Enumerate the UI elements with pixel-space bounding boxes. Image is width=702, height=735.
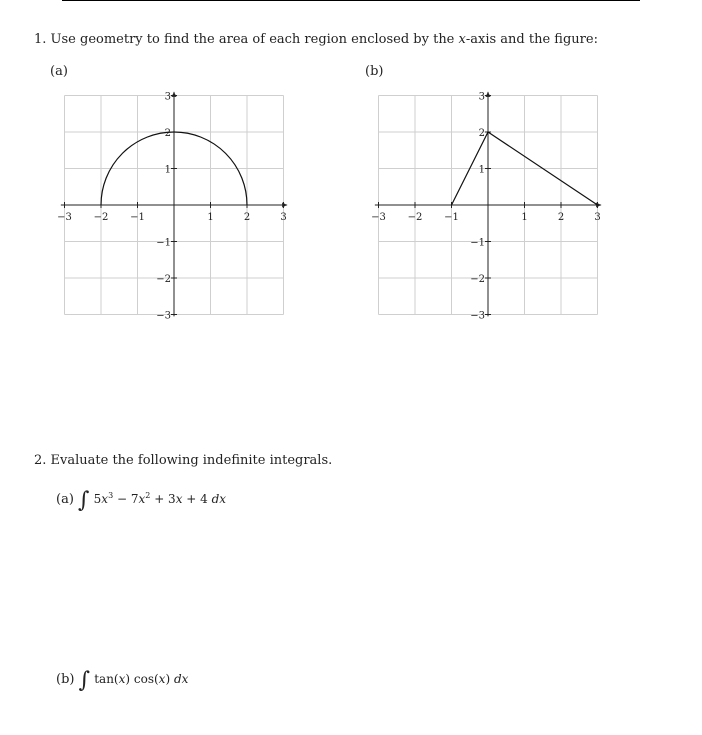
integral-b-label: (b): [56, 672, 75, 687]
y-tick-label: −1: [470, 237, 485, 249]
x-tick-label: 2: [243, 212, 251, 223]
y-tick-label: 2: [164, 128, 171, 139]
x-tick-label: −2: [407, 212, 423, 223]
x-tick-label: −3: [57, 212, 72, 223]
integral-a: [56, 484, 227, 513]
question-2: [34, 453, 332, 468]
part-b-label: (b): [365, 64, 384, 79]
x-tick-label: −1: [130, 212, 145, 223]
y-tick-label: −3: [470, 310, 485, 322]
graph-a-group: [57, 92, 287, 322]
x-tick-label: −3: [371, 212, 386, 223]
integral-sign-icon: ∫: [78, 488, 90, 513]
x-tick-label: 1: [521, 212, 528, 223]
y-tick-label: 3: [164, 91, 171, 103]
question-2-text: Evaluate the following indefinite integrals.: [50, 453, 333, 468]
y-axis-arrow-icon: [172, 92, 177, 97]
x-tick-label: 2: [557, 212, 565, 223]
x-tick-label: 3: [280, 212, 287, 223]
y-tick-label: −2: [470, 274, 485, 285]
y-tick-label: 1: [164, 164, 171, 176]
graph-b-group: [371, 92, 601, 322]
question-1-text-before: Use geometry to find the area of each region enclosed by the: [50, 32, 459, 47]
question-1-number: 1.: [34, 32, 47, 47]
y-axis-arrow-icon: [486, 92, 491, 97]
integral-a-label: (a): [56, 492, 74, 507]
question-2-number: 2.: [34, 453, 47, 468]
x-tick-label: −1: [444, 212, 459, 223]
y-tick-label: 1: [478, 164, 485, 176]
part-a-label: (a): [50, 64, 68, 79]
y-tick-label: −1: [156, 237, 171, 249]
question-1-var: x: [458, 32, 466, 47]
y-tick-label: 2: [478, 128, 485, 139]
x-tick-label: 1: [207, 212, 214, 223]
y-tick-label: −2: [156, 274, 171, 285]
integral-sign-icon: ∫: [78, 668, 91, 693]
y-tick-label: −3: [156, 310, 171, 322]
x-axis-arrow-icon: [282, 203, 287, 208]
integral-b: [56, 664, 189, 693]
x-tick-label: −2: [93, 212, 109, 223]
question-1-text-after: -axis and the figure:: [465, 32, 598, 47]
x-tick-label: 3: [594, 212, 601, 223]
integral-b-expression: tan(x) cos(x) dx: [94, 672, 189, 686]
y-tick-label: 3: [478, 91, 485, 103]
integral-a-expression: $5x^3 - 7x^2 + 3x + 4$ dx: [93, 491, 227, 506]
